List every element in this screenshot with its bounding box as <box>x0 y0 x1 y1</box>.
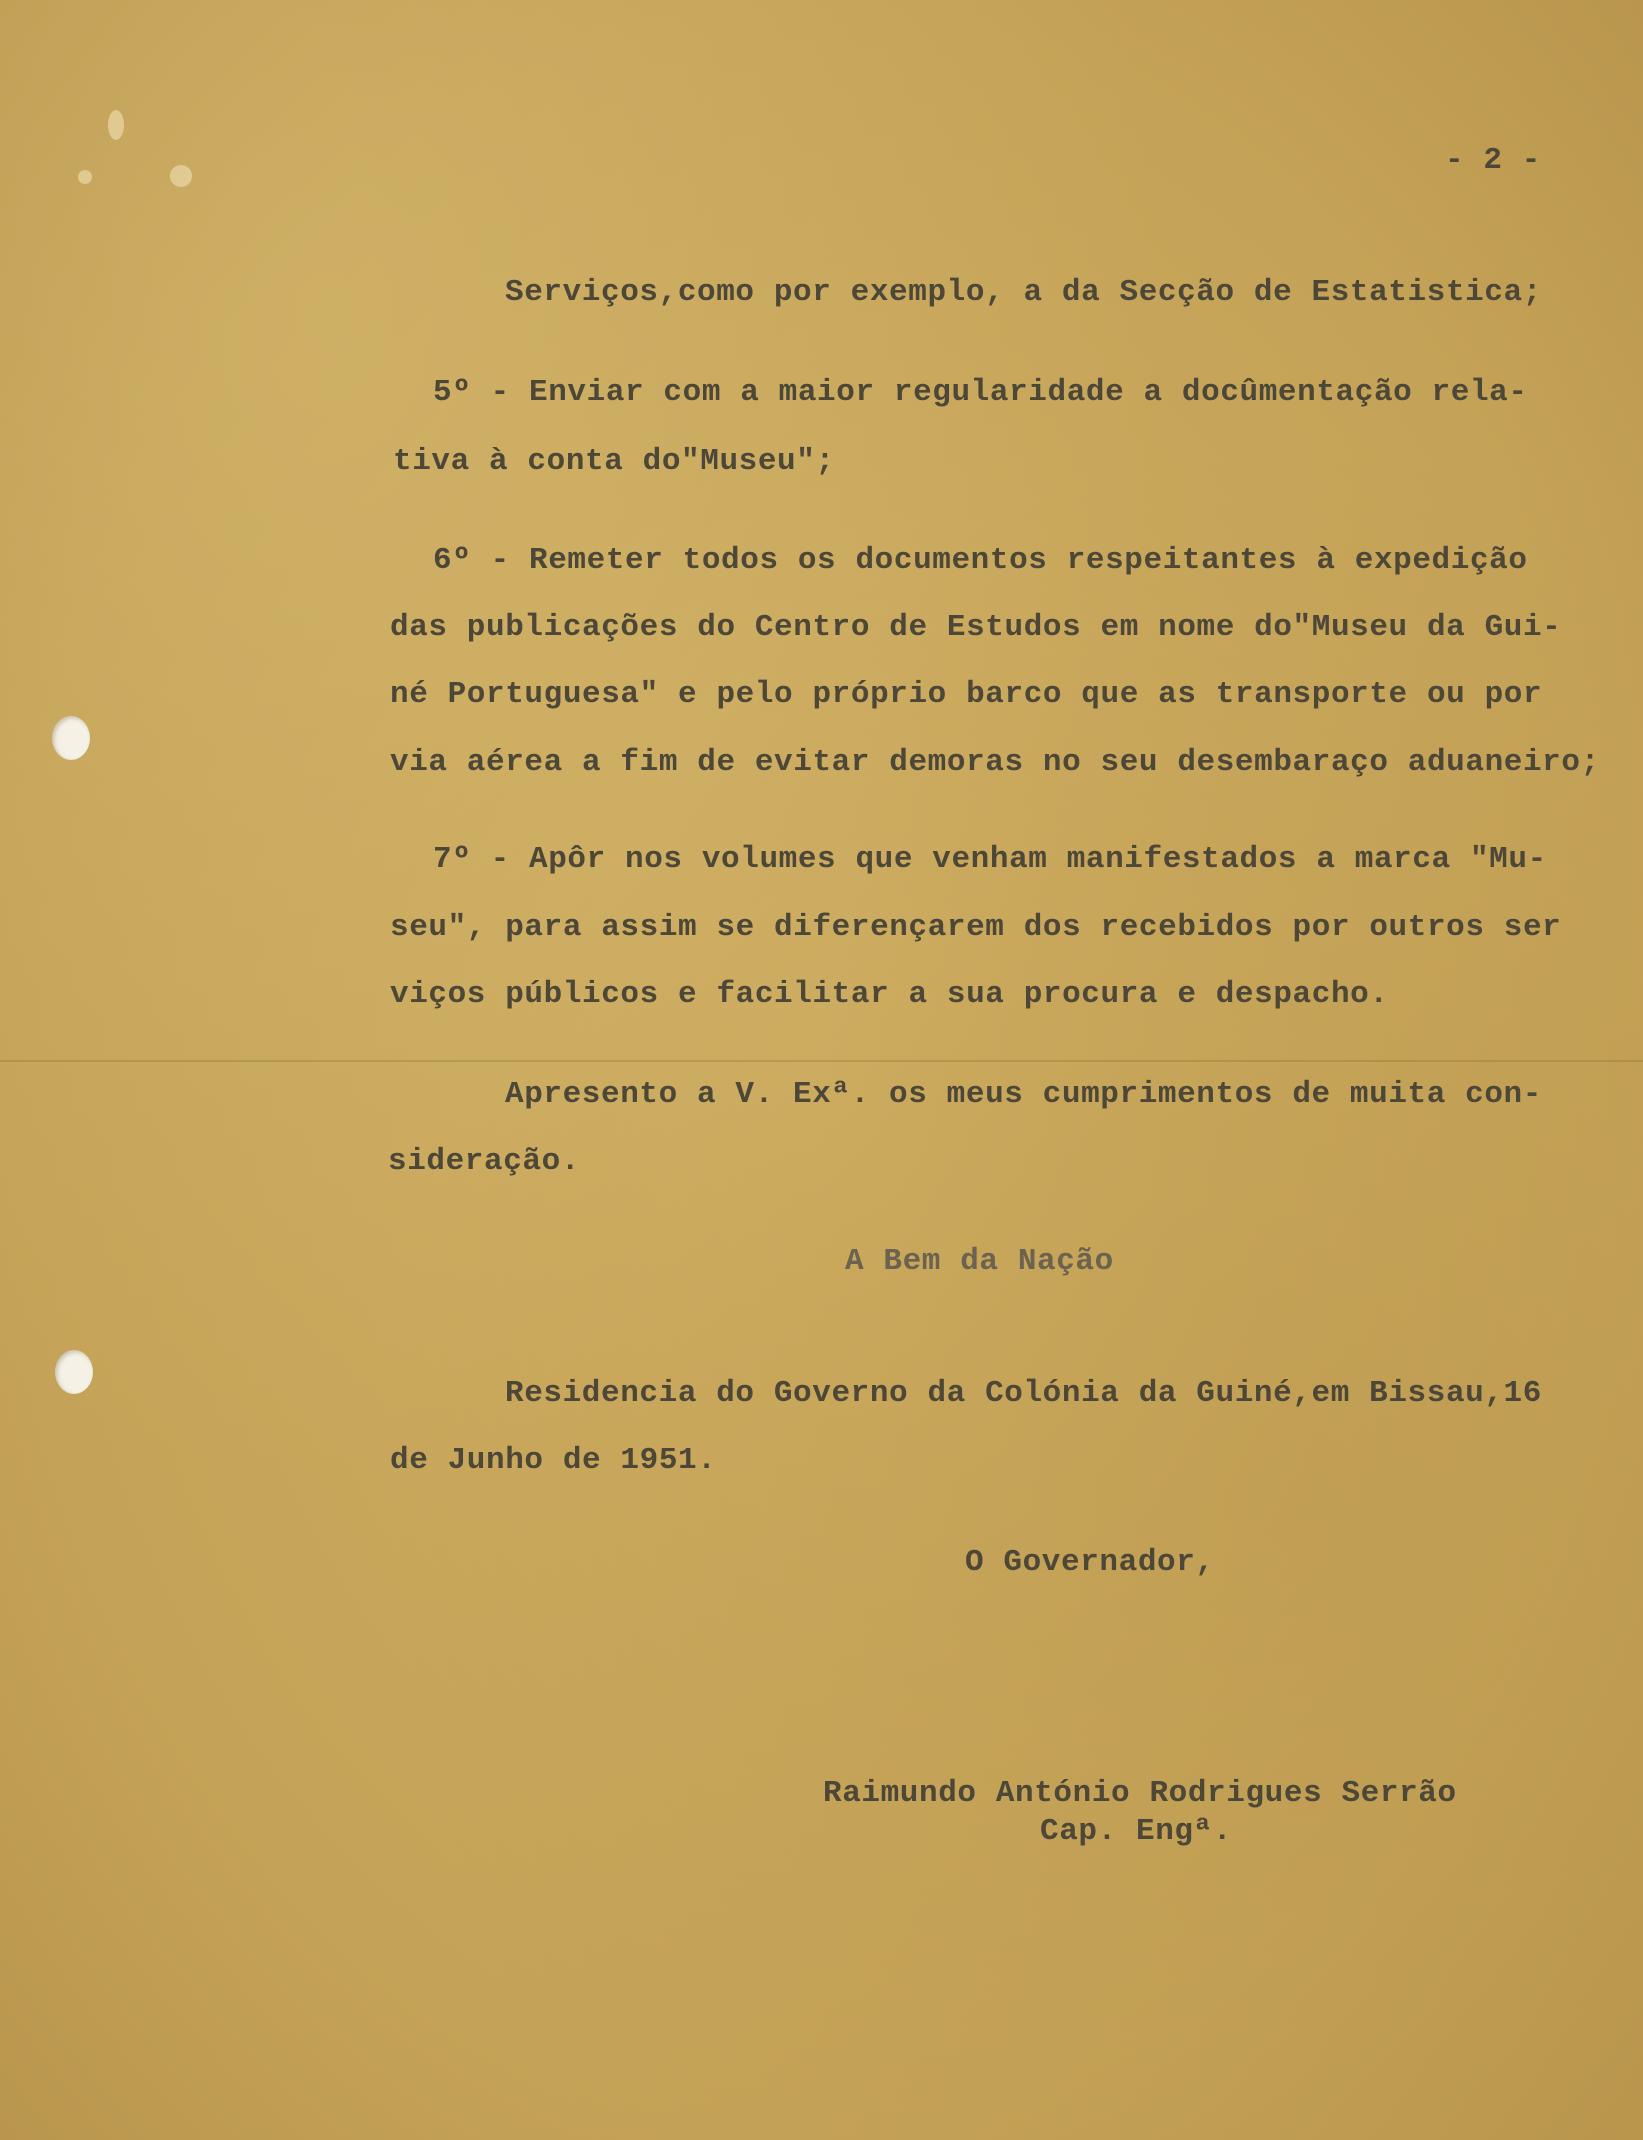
signoff: O Governador, <box>965 1545 1215 1580</box>
item-7-line-2: seu", para assim se diferençarem dos recebidos por outros ser <box>390 910 1562 945</box>
item-6-line-4: via aérea a fim de evitar demoras no seu desembaraço aduaneiro; <box>390 745 1600 780</box>
signatory-rank: Cap. Engª. <box>1040 1814 1233 1849</box>
item-5-line-1: 5º - Enviar com a maior regularidade a docûmentação rela- <box>433 375 1528 410</box>
place-date-line-1: Residencia do Governo da Colónia da Guiné,em Bissau,16 <box>505 1376 1542 1411</box>
item-7-line-3: viços públicos e facilitar a sua procura e despacho. <box>390 977 1389 1012</box>
place-date-line-2: de Junho de 1951. <box>390 1443 717 1478</box>
body-line-1: Serviços,como por exemplo, a da Secção de Estatistica; <box>505 275 1542 310</box>
item-6-line-3: né Portuguesa" e pelo próprio barco que as transporte ou por <box>390 677 1543 712</box>
paper-stain <box>108 110 124 140</box>
paper-stain <box>170 165 192 187</box>
punch-hole-upper <box>52 716 90 760</box>
closing-line-2: sideração. <box>388 1144 581 1179</box>
fold-crease <box>0 1060 1643 1062</box>
signatory-name: Raimundo António Rodrigues Serrão <box>823 1776 1457 1811</box>
salutation: A Bem da Nação <box>845 1244 1114 1279</box>
closing-line-1: Apresento a V. Exª. os meus cumprimentos de muita con- <box>505 1077 1542 1112</box>
item-5-line-2: tiva à conta do"Museu"; <box>393 444 835 479</box>
item-6-line-1: 6º - Remeter todos os documentos respeitantes à expedição <box>433 543 1528 578</box>
item-6-line-2: das publicações do Centro de Estudos em nome do"Museu da Gui- <box>390 610 1562 645</box>
paper-stain <box>78 170 92 184</box>
page-number: - 2 - <box>1445 143 1542 178</box>
punch-hole-lower <box>55 1350 93 1394</box>
item-7-line-1: 7º - Apôr nos volumes que venham manifestados a marca "Mu- <box>433 842 1547 877</box>
